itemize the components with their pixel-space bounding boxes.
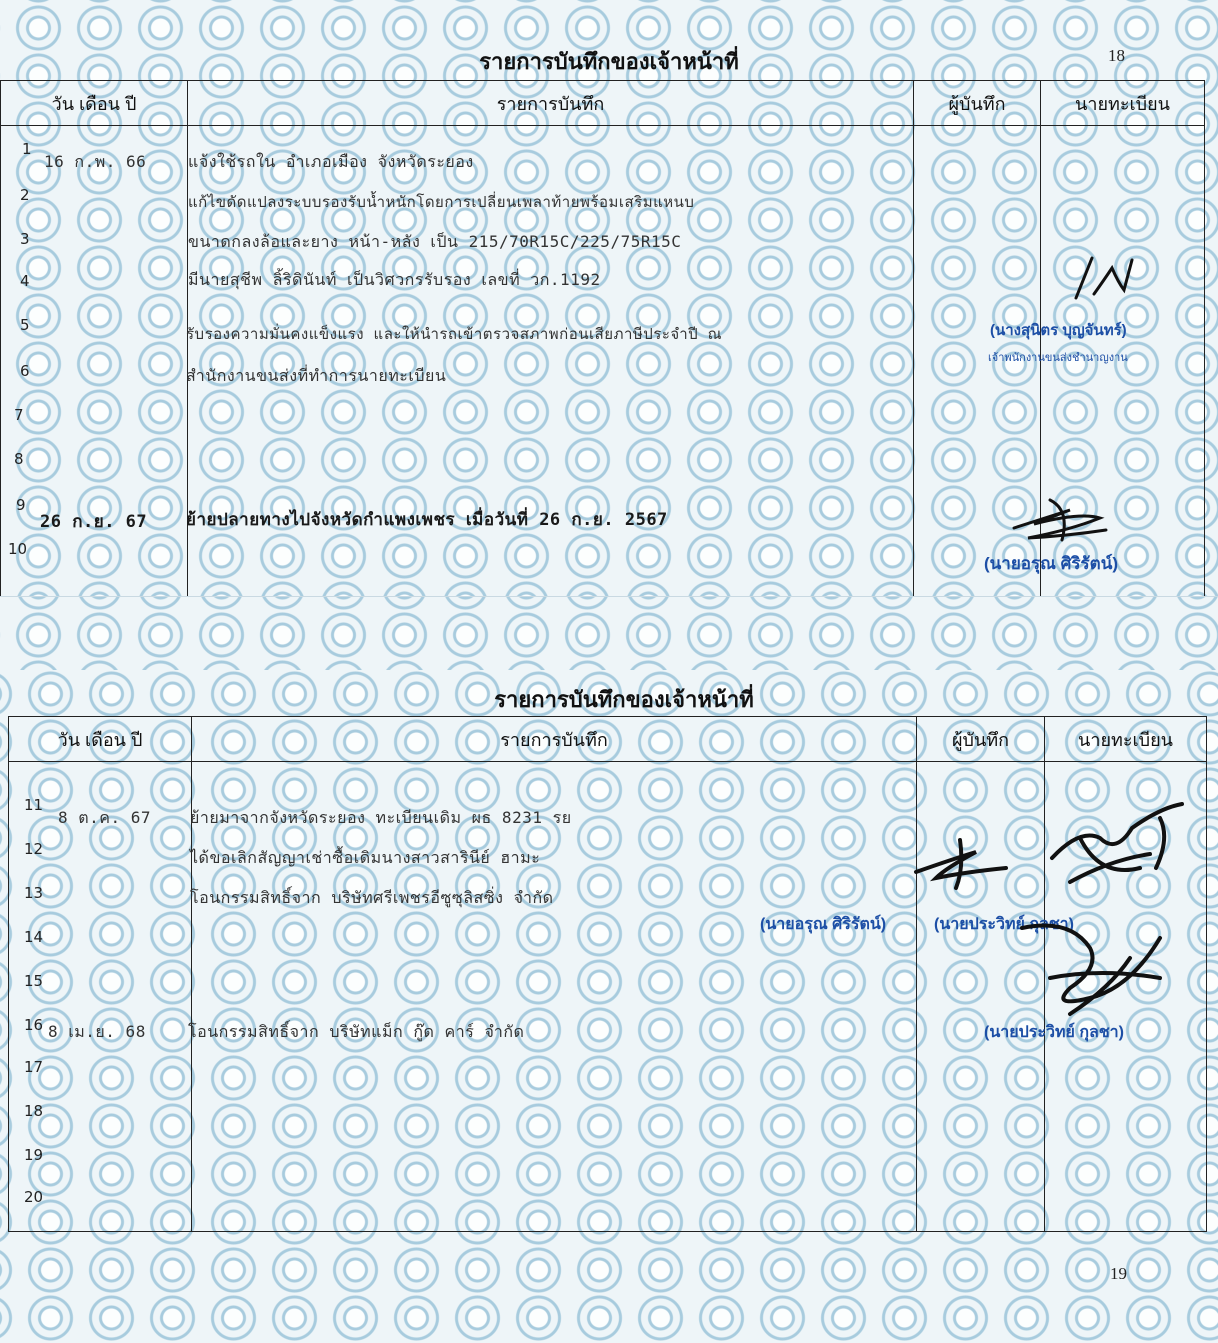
entry-line: ได้ขอเลิกสัญญาเช่าซื้อเดิมนางสาวสารินีย์ ฮามะ (190, 848, 541, 867)
page-fold (0, 596, 1218, 672)
entry-line: มีนายสุชีพ ลิ้ริดินันท์ เป็นวิศวกรรับรอง เลขที่ วก.1192 (188, 270, 601, 289)
line-number: 19 (24, 1146, 44, 1164)
entry-line: ย้ายมาจากจังหวัดระยอง ทะเบียนเดิม ผธ 8231 รย (190, 808, 572, 827)
entry-line: สำนักงานขนส่งที่ทำการนายทะเบียน (186, 366, 447, 385)
entry-line: ขนาดกลงล้อและยาง หน้า-หลัง เป็น 215/70R15C/225/75R15C (188, 232, 682, 251)
entry-date: 26 ก.ย. 67 (40, 512, 148, 532)
line-number: 5 (20, 316, 30, 334)
page-number: 19 (1110, 1264, 1127, 1283)
line-number: 17 (24, 1058, 44, 1076)
page-title: รายการบันทึกของเจ้าหน้าที่ (494, 687, 754, 712)
line-number: 20 (24, 1188, 44, 1206)
column-header-date: วัน เดือน ปี (9, 717, 192, 762)
page-number: 18 (1108, 46, 1125, 65)
registrar-stamp-name: (นายประวิทย์ กุลชา) (984, 1024, 1124, 1041)
column-header-registrar: นายทะเบียน (1041, 81, 1205, 126)
line-number: 7 (14, 406, 24, 424)
registrar-stamp-role: เจ้าพนักงานขนส่งชำนาญงาน (988, 352, 1128, 364)
top-page (0, 0, 1218, 596)
registrar-signature (1040, 798, 1190, 888)
registrar-signature (1060, 250, 1140, 310)
bottom-page (0, 670, 1218, 1343)
column-header-entry: รายการบันทึก (192, 717, 917, 762)
column-header-registrar: นายทะเบียน (1045, 717, 1207, 762)
registrar-stamp-name: (นายอรุณ ศิริรัตน์) (984, 554, 1118, 573)
registrar-stamp-name: (นายประวิทย์ กุลชา) (934, 916, 1074, 933)
recorder-stamp-name: (นายอรุณ ศิริรัตน์) (760, 916, 887, 933)
line-number: 1 (22, 140, 32, 158)
column-header-entry: รายการบันทึก (188, 81, 914, 126)
registrar-signature (1010, 918, 1190, 1018)
entry-line: ย้ายปลายทางไปจังหวัดกำแพงเพชร เมื่อวันที่ 26 ก.ย. 2567 (186, 510, 668, 530)
line-number: 14 (24, 928, 44, 946)
column-header-date: วัน เดือน ปี (1, 81, 188, 126)
line-number: 3 (20, 230, 30, 248)
line-number: 6 (20, 362, 30, 380)
line-number: 8 (14, 450, 24, 468)
line-number: 18 (24, 1102, 44, 1120)
line-number: 4 (20, 272, 30, 290)
line-number: 2 (20, 186, 30, 204)
entry-line: แก้ไขดัดแปลงระบบรองรับน้ำหนักโดยการเปลี่ยนเพลาท้ายพร้อมเสริมแหนบ (188, 193, 695, 211)
line-number: 11 (24, 796, 44, 814)
registrar-stamp-name: (นางสุนิตร บุญจันทร์) (990, 322, 1127, 339)
line-number: 15 (24, 972, 44, 990)
line-number: 9 (16, 496, 26, 514)
entry-date: 8 ต.ค. 67 (58, 808, 152, 827)
entry-line: รับรองความมั่นคงแข็งแรง และให้นำรถเข้าตรวจสภาพก่อนเสียภาษีประจำปี ณ (186, 325, 723, 343)
line-number: 10 (8, 540, 28, 558)
line-number: 12 (24, 840, 44, 858)
entry-column (192, 762, 917, 1232)
recorder-signature (906, 838, 1016, 898)
entry-line: โอนกรรมสิทธิ์จาก บริษัทศรีเพชรอีซูซุลิสซิ่ง จำกัด (190, 888, 554, 907)
column-header-recorder: ผู้บันทึก (914, 81, 1041, 126)
line-number: 16 (24, 1016, 44, 1034)
entry-line: แจ้งใช้รถใน อำเภอเมือง จังหวัดระยอง (188, 152, 474, 171)
entry-date: 8 เม.ย. 68 (48, 1022, 146, 1041)
column-header-recorder: ผู้บันทึก (917, 717, 1045, 762)
page-title: รายการบันทึกของเจ้าหน้าที่ (479, 49, 739, 74)
entry-line: โอนกรรมสิทธิ์จาก บริษัทแม็ก กู๊ด คาร์ จำกัด (188, 1022, 525, 1041)
line-number: 13 (24, 884, 44, 902)
entry-date: 16 ก.พ. 66 (44, 152, 147, 171)
registrar-signature (1010, 490, 1120, 550)
